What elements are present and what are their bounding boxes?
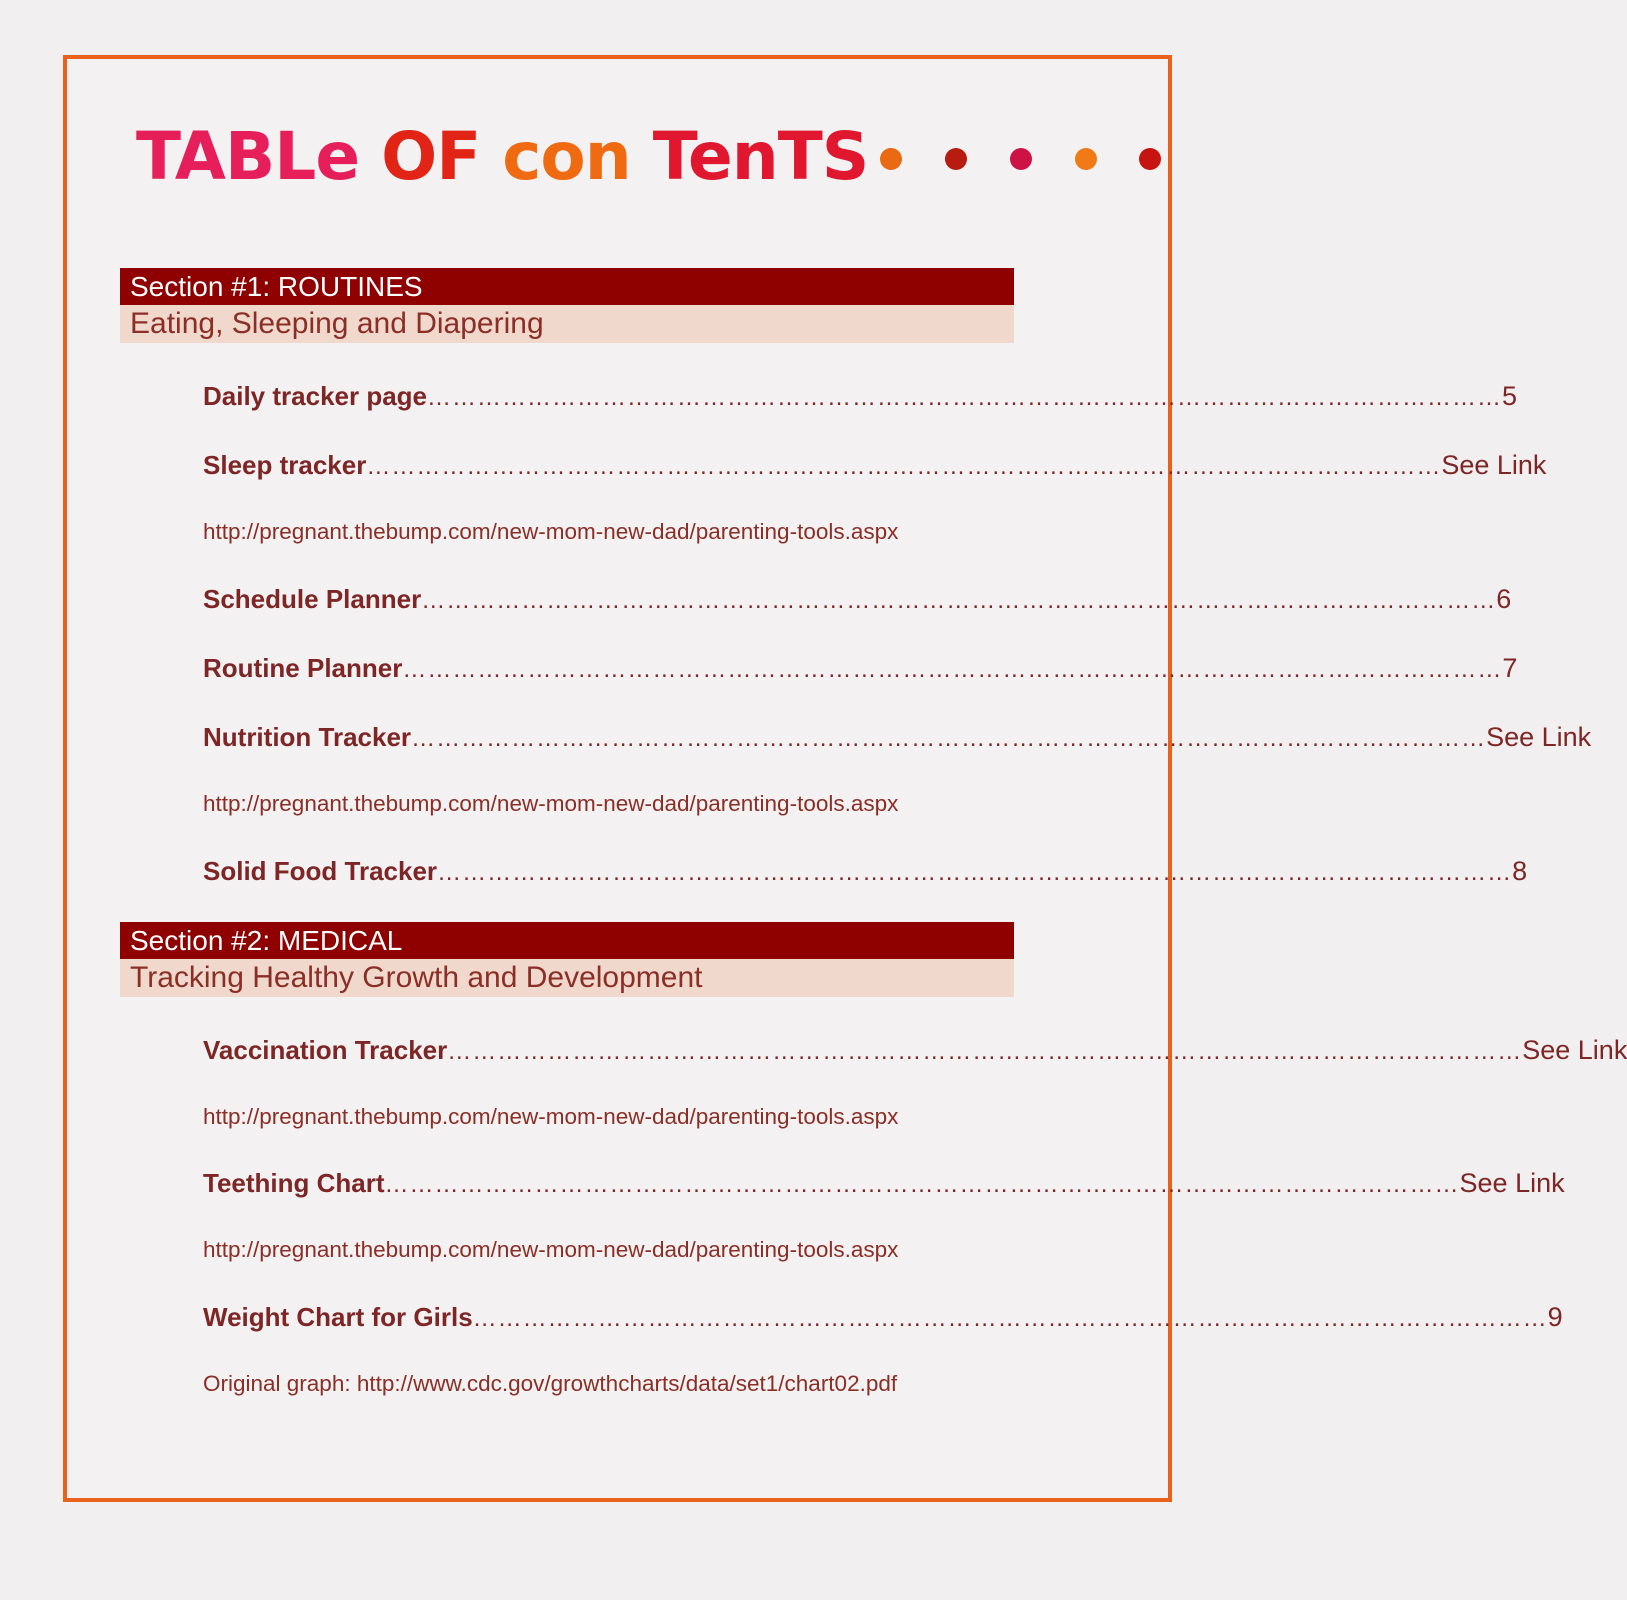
entry-name: Nutrition Tracker: [203, 722, 412, 752]
entry-name: Vaccination Tracker: [203, 1035, 448, 1065]
dot-leader: ……………………………………………………………………………………………………………………: [402, 656, 1503, 683]
decorative-dot: [1139, 148, 1161, 170]
entry-page: See Link: [1459, 1168, 1565, 1198]
title-part: TenTS: [652, 118, 869, 195]
entry-page: See Link: [1441, 450, 1547, 480]
toc-entry[interactable]: [203, 648, 1518, 688]
decorative-dot: [1010, 148, 1032, 170]
toc-entry[interactable]: [203, 1163, 1565, 1203]
entry-name: Solid Food Tracker: [203, 856, 438, 886]
entry-link[interactable]: http://pregnant.thebump.com/new-mom-new-dad/parenting-tools.aspx: [203, 1104, 899, 1129]
entry-name: Teething Chart: [203, 1168, 385, 1198]
entry-name: Weight Chart for Girls: [203, 1302, 473, 1332]
toc-entry[interactable]: [203, 851, 1528, 891]
section-subheading: Eating, Sleeping and Diapering: [120, 305, 1014, 343]
entry-page: See Link: [1486, 722, 1592, 752]
decorative-dot: [880, 148, 902, 170]
entry-page: See Link: [1522, 1035, 1627, 1065]
entry-page: 6: [1496, 584, 1512, 614]
entry-link[interactable]: http://pregnant.thebump.com/new-mom-new-dad/parenting-tools.aspx: [203, 791, 899, 816]
title-part: OF: [381, 118, 481, 195]
decorative-dot: [945, 148, 967, 170]
dot-leader: …………………………………………………………………………………………………………………: [366, 453, 1442, 480]
entry-page: 8: [1512, 856, 1528, 886]
page-title: [136, 112, 868, 202]
section-heading: Section #1: ROUTINES: [120, 268, 1014, 305]
entry-name: Schedule Planner: [203, 584, 422, 614]
toc-entry[interactable]: [203, 376, 1518, 416]
decorative-dot: [1075, 148, 1097, 170]
entry-page: 9: [1547, 1302, 1563, 1332]
dot-leader: …………………………………………………………………………………………………………………: [411, 725, 1487, 752]
dot-leader: …………………………………………………………………………………………………………………: [447, 1038, 1523, 1065]
entry-name: Sleep tracker: [203, 450, 367, 480]
dot-leader: …………………………………………………………………………………………………………………: [421, 587, 1497, 614]
title-part: con: [502, 118, 631, 195]
section-heading: Section #2: MEDICAL: [120, 922, 1014, 959]
section-subheading: Tracking Healthy Growth and Development: [120, 959, 1014, 997]
entry-link[interactable]: http://pregnant.thebump.com/new-mom-new-dad/parenting-tools.aspx: [203, 519, 899, 544]
dot-leader: …………………………………………………………………………………………………………………: [472, 1305, 1548, 1332]
entry-link[interactable]: Original graph: http://www.cdc.gov/growthcharts/data/set1/chart02.pdf: [203, 1371, 898, 1396]
entry-name: Daily tracker page: [203, 381, 428, 411]
toc-entry[interactable]: [203, 579, 1512, 619]
toc-entry[interactable]: [203, 1297, 1563, 1337]
title-part: TABLe: [136, 118, 360, 195]
toc-entry[interactable]: [203, 717, 1592, 757]
entry-page: 7: [1502, 653, 1518, 683]
dot-leader: …………………………………………………………………………………………………………………: [384, 1171, 1460, 1198]
toc-entry[interactable]: [203, 445, 1547, 485]
entry-page: 5: [1502, 381, 1518, 411]
dot-leader: …………………………………………………………………………………………………………………: [427, 384, 1503, 411]
toc-entry[interactable]: [203, 1030, 1627, 1070]
dot-leader: …………………………………………………………………………………………………………………: [437, 859, 1513, 886]
entry-link[interactable]: http://pregnant.thebump.com/new-mom-new-dad/parenting-tools.aspx: [203, 1237, 899, 1262]
entry-name: Routine Planner: [203, 653, 403, 683]
